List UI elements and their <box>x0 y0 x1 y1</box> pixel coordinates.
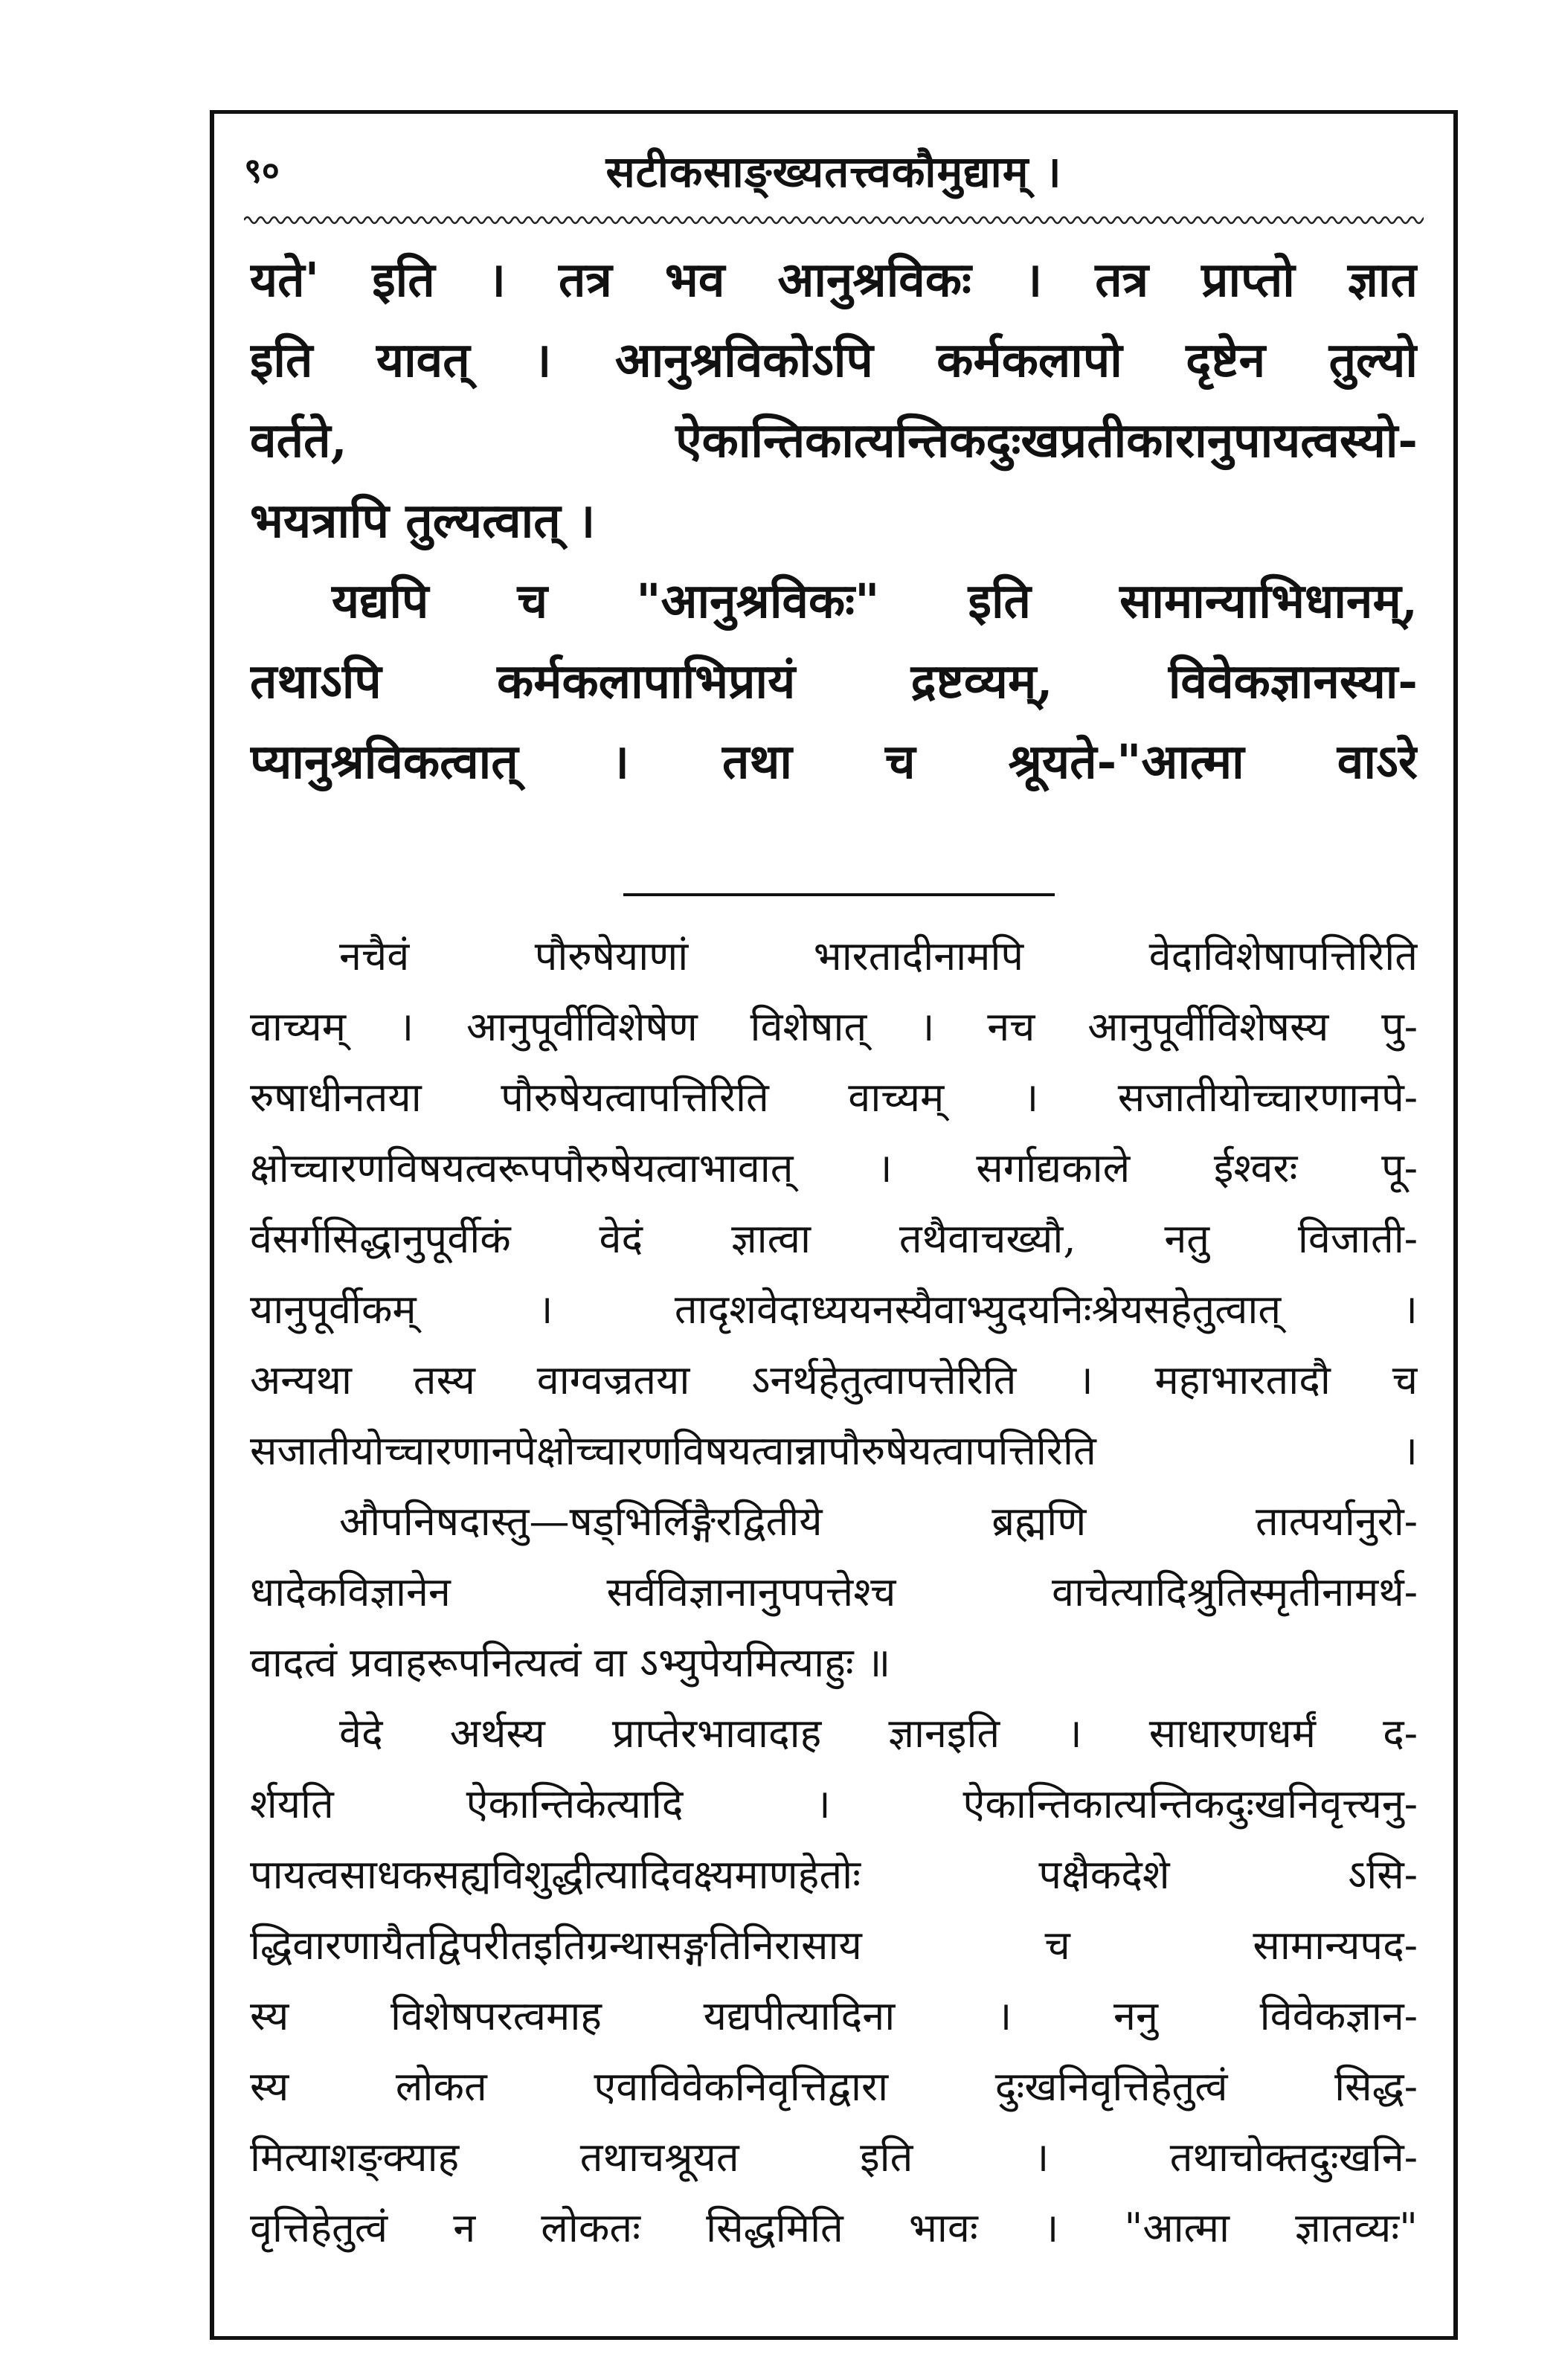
commentary-line: यते' इति । तत्र भव आनुश्रविकः । तत्र प्राप्तो ज्ञात <box>250 252 1418 308</box>
footnote-line: क्षोच्चारणविषयत्वरूपपौरुषेयत्वाभावात् । सर्गाद्यकाले ईश्वरः पू- <box>250 1145 1418 1191</box>
footnote-line: द्धिवारणायैतद्विपरीतइतिग्रन्थासङ्गतिनिरासाय च सामान्यपद- <box>250 1922 1418 1969</box>
footnote-line: सजातीयोच्चारणानपेक्षोच्चारणविषयत्वान्नापौरुषेयत्वापत्तिरिति । <box>250 1427 1418 1474</box>
footnote-line: वादत्वं प्रवाहरूपनित्यत्वं वा ऽभ्युपेयमित्याहुः ॥ <box>250 1639 891 1686</box>
commentary-line: यद्यपि च "आनुश्रविकः" इति सामान्याभिधानम्, <box>332 573 1418 629</box>
footnote-line: वाच्यम् । आनुपूर्वीविशेषेण विशेषात् । नच आनुपूर्वीविशेषस्य पु- <box>250 1003 1418 1050</box>
footnote-line: यानुपूर्वीकम् । तादृशवेदाध्ययनस्यैवाभ्युदयनिःश्रेयसहेतुत्वात् । <box>250 1286 1418 1333</box>
footnote-line: पायत्वसाधकसह्यविशुद्धीत्यादिवक्ष्यमाणहेतोः पक्षैकदेशे ऽसि- <box>250 1851 1418 1898</box>
footnote-line: अन्यथा तस्य वाग्वज्रतया ऽनर्थहेतुत्वापत्तेरिति । महाभारतादौ च <box>250 1357 1418 1403</box>
commentary-line: भयत्रापि तुल्यत्वात् । <box>250 493 596 549</box>
commentary-line: वर्तते, ऐकान्तिकात्यन्तिकदुःखप्रतीकारानुपायत्वस्यो- <box>250 413 1418 469</box>
running-head <box>244 139 1424 206</box>
footnote-line: र्शयति ऐकान्तिकेत्यादि । ऐकान्तिकात्यन्तिकदुःखनिवृत्त्यनु- <box>250 1781 1418 1827</box>
footnote-line: नचैवं पौरुषेयाणां भारतादीनामपि वेदाविशेषापत्तिरिति <box>339 933 1418 980</box>
footnote-line: स्य विशेषपरत्वमाह यद्यपीत्यादिना । ननु विवेकज्ञान- <box>250 1993 1418 2039</box>
footnote-line: औपनिषदास्तु—षड्भिर्लिङ्गैरद्वितीये ब्रह्मणि तात्पर्यानुरो- <box>339 1498 1418 1545</box>
footnote-line: रुषाधीनतया पौरुषेयत्वापत्तिरिति वाच्यम् । सजातीयोच्चारणानपे- <box>250 1074 1418 1121</box>
footnote-line: स्य लोकत एवाविवेकनिवृत्तिद्वारा दुःखनिवृत्तिहेतुत्वं सिद्ध- <box>250 2063 1418 2110</box>
page-frame <box>210 110 1458 2340</box>
footnote-line: धादेकविज्ञानेन सर्वविज्ञानानुपपत्तेश्च वाचेत्यादिश्रुतिस्मृतीनामर्थ- <box>250 1569 1418 1615</box>
footnote-line: मित्याशङ्क्याह तथाचश्रूयत इति । तथाचोक्तदुःखनि- <box>250 2134 1418 2181</box>
commentary-line: प्यानुश्रविकत्वात् । तथा च श्रूयते-"आत्मा वाऽरे <box>250 734 1418 790</box>
footnote-separator <box>623 893 1055 896</box>
running-title: सटीकसाङ्ख्यतत्त्वकौमुद्याम् । <box>605 147 1062 197</box>
wavy-rule <box>244 212 1424 228</box>
commentary-block <box>250 240 1418 803</box>
footnote-line: वेदे अर्थस्य प्राप्तेरभावादाह ज्ञानइति । साधारणधर्मं द- <box>339 1710 1418 1757</box>
footnote-line: र्वसर्गसिद्धानुपूर्वीकं वेदं ज्ञात्वा तथैवाचख्यौ, नतु विजाती- <box>250 1215 1418 1262</box>
commentary-line: तथाऽपि कर्मकलापाभिप्रायं द्रष्टव्यम्, विवेकज्ञानस्या- <box>250 654 1418 710</box>
footnote-block <box>250 921 1418 2263</box>
commentary-line: इति यावत् । आनुश्रविकोऽपि कर्मकलापो दृष्टेन तुल्यो <box>250 332 1418 388</box>
page-number: ९० <box>244 150 280 190</box>
footnote-line: वृत्तिहेतुत्वं न लोकतः सिद्धमिति भावः । "आत्मा ज्ञातव्यः" <box>250 2204 1418 2251</box>
